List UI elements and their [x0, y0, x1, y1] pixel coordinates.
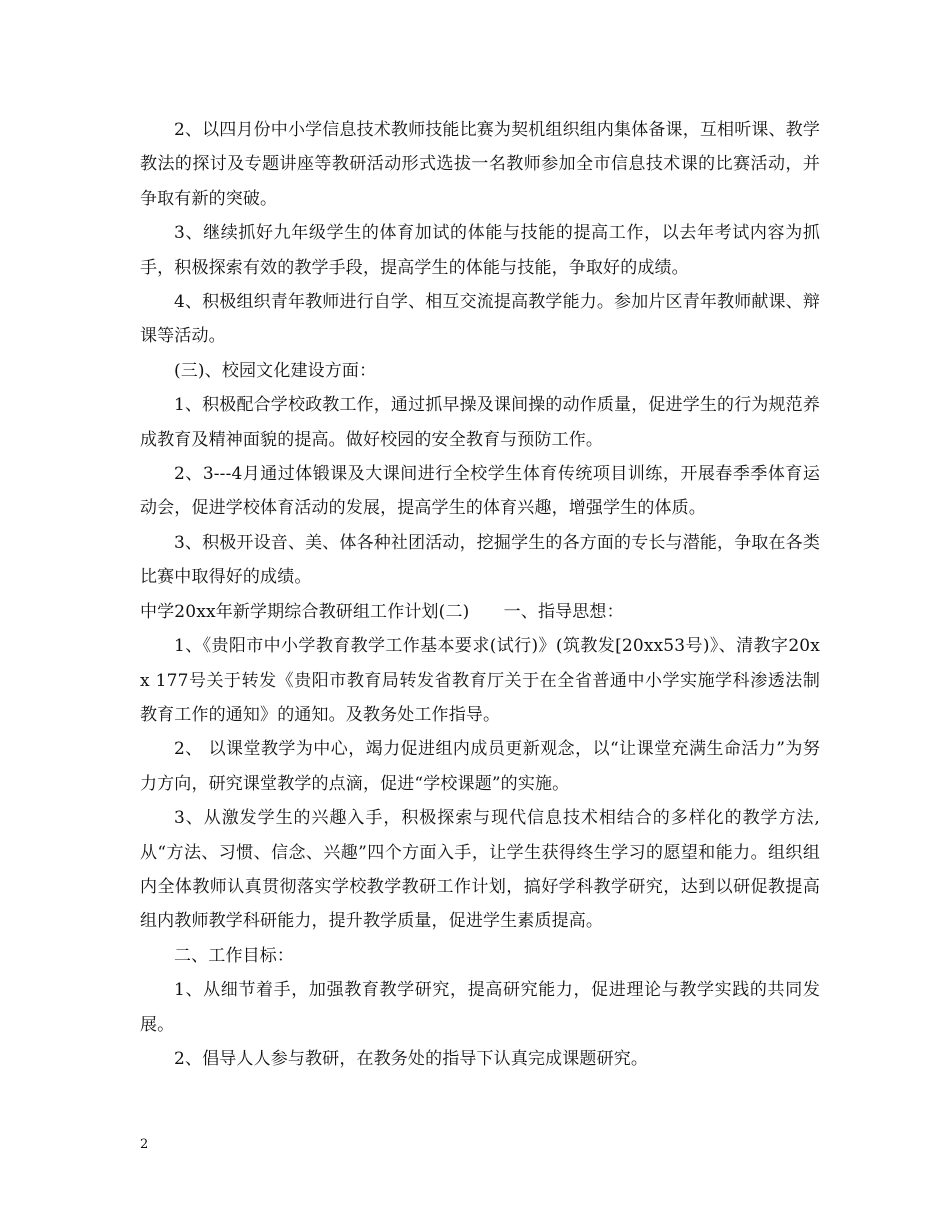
paragraph-item: 2、倡导人人参与教研，在教务处的指导下认真完成课题研究。 — [174, 1048, 649, 1069]
paragraph-item: 3、积极开设音、美、体各种社团活动，挖掘学生的各方面的专长与潜能，争取在各类比赛中取得好的成绩。 — [140, 532, 820, 588]
paragraph-item: 2、 以课堂教学为中心，竭力促进组内成员更新观念，以“让课堂充满生命活力”为努力方向，研究课堂教学的点滴，促进“学校课题”的实施。 — [140, 739, 820, 794]
section-heading: (三)、校园文化建设方面： — [174, 360, 377, 381]
page-number: 2 — [140, 1137, 149, 1152]
paragraph-item: 3、从激发学生的兴趣入手，积极探索与现代信息技术相结合的多样化的教学方法, 从“方法、习惯、信念、兴趣”四个方面入手，让学生获得终生学习的愿望和能力。组织组内全体教师认真贯彻落实学校教学教研工作计划，搞好学科教学研究，达到以研促教提高组内教师教学科研能力，提升教学质量，促进学生素质提高。 — [140, 808, 820, 932]
section-heading: 二、工作目标： — [174, 945, 295, 966]
paragraph-item: 2、3---4月通过体锻课及大课间进行全校学生体育传统项目训练，开展春季季体育运动会，促进学校体育活动的发展，提高学生的体育兴趣，增强学生的体质。 — [140, 464, 820, 519]
paragraph-item: 4、积极组织青年教师进行自学、相互交流提高教学能力。参加片区青年教师献课、辩课等活动。 — [140, 292, 820, 347]
paragraph-item: 2、以四月份中小学信息技术教师技能比赛为契机组织组内集体备课，互相听课、教学教法的探讨及专题讲座等教研活动形式选拔一名教师参加全市信息技术课的比赛活动，并争取有新的突破。 — [140, 120, 820, 209]
paragraph-item: 1、从细节着手，加强教育教学研究，提高研究能力，促进理论与教学实践的共同发展。 — [140, 980, 820, 1035]
paragraph-item: 1、积极配合学校政教工作，通过抓早操及课间操的动作质量，促进学生的行为规范养成教育及精神面貌的提高。做好校园的安全教育与预防工作。 — [140, 395, 820, 450]
paragraph-item: 3、继续抓好九年级学生的体育加试的体能与技能的提高工作，以去年考试内容为抓手，积极探索有效的教学手段，提高学生的体能与技能，争取好的成绩。 — [140, 223, 820, 278]
document-body — [140, 113, 820, 1076]
document-subtitle: 中学20xx年新学期综合教研组工作计划(二) 一、指导思想： — [140, 601, 624, 622]
paragraph-item: 1、《贵阳市中小学教育教学工作基本要求(试行)》(筑教发[20xx53号)》、清教字20xx 177号关于转发《贵阳市教育局转发省教育厅关于在全省普通中小学实施学科渗透法制教育工作的通知》的通知。及教务处工作指导。 — [140, 636, 820, 725]
